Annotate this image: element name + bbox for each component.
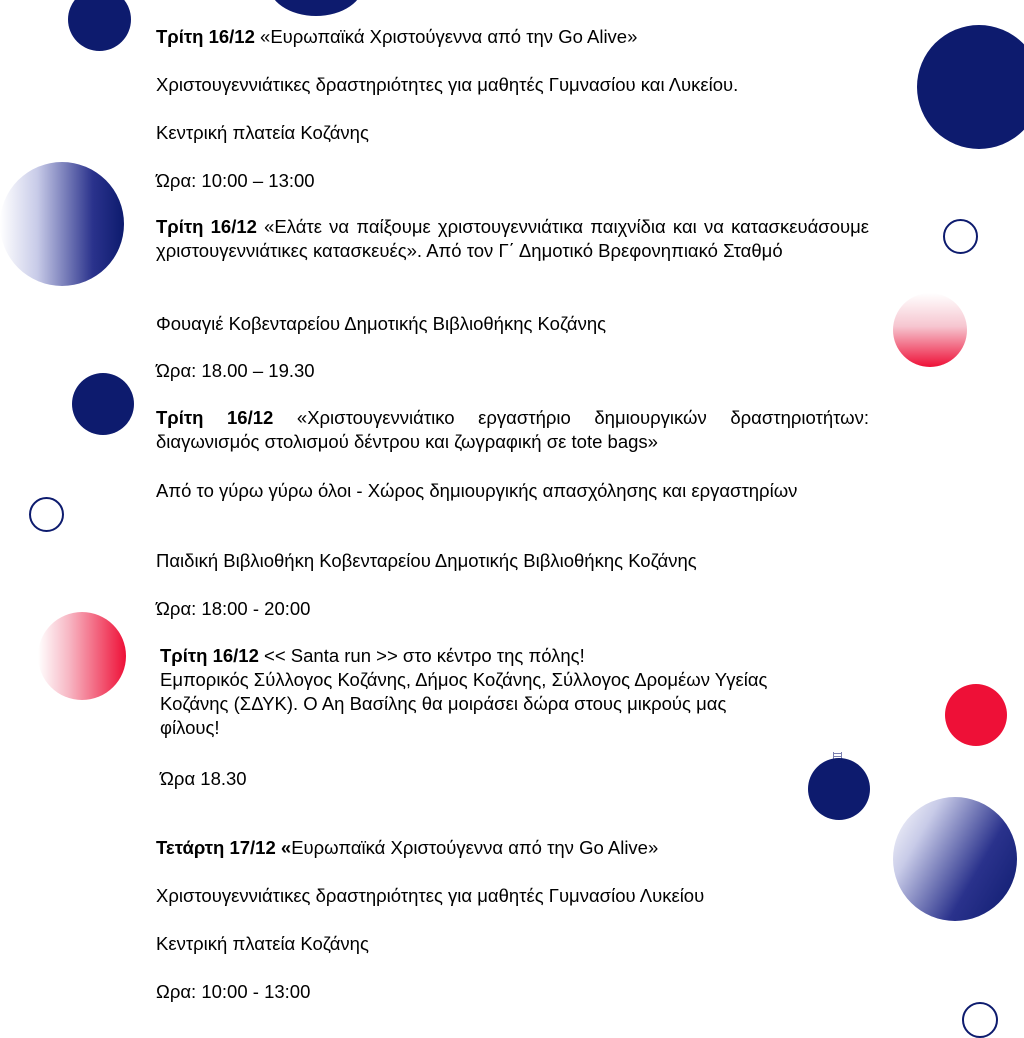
decor-circle-navy-top-left [68, 0, 131, 51]
event-location: Κεντρική πλατεία Κοζάνης [156, 933, 369, 954]
event-title: «Ευρωπαϊκά Χριστούγεννα από την Go Alive» [260, 26, 638, 47]
decor-circle-red-right [945, 684, 1007, 746]
event-line: Κοζάνης (ΣΔΥΚ). Ο Αη Βασίλης θα μοιράσει δώρα στους μικρούς μας [160, 693, 727, 714]
decor-circle-gradient-red-left [38, 612, 126, 700]
event-location: Παιδική Βιβλιοθήκη Κοβενταρείου Δημοτικής Βιβλιοθήκης Κοζάνης [156, 550, 697, 571]
event-heading [156, 406, 869, 454]
event-day: Τρίτη 16/12 [156, 407, 274, 428]
event-line: φίλους! [160, 717, 220, 738]
event-4 [160, 644, 850, 740]
event-2 [156, 215, 869, 263]
decor-circle-navy-top-right [917, 25, 1024, 149]
event-1-time [156, 169, 869, 193]
event-3-organizer [156, 479, 869, 503]
event-time: Ώρα: 18.00 – 19.30 [156, 360, 315, 381]
event-2-location [156, 312, 869, 336]
event-location: Φουαγιέ Κοβενταρείου Δημοτικής Βιβλιοθήκης Κοζάνης [156, 313, 607, 334]
event-time: Ωρα: 10:00 - 13:00 [156, 981, 311, 1002]
event-heading [156, 25, 869, 49]
event-time: Ώρα: 10:00 – 13:00 [156, 170, 315, 191]
decor-ring-left [29, 497, 64, 532]
event-1-location [156, 121, 869, 145]
event-heading [156, 215, 869, 263]
decor-circle-navy-top-center [268, 0, 364, 16]
decor-ring-right-1 [943, 219, 978, 254]
event-5-description [156, 884, 869, 908]
event-1-description [156, 73, 869, 97]
event-5-time [156, 980, 869, 1004]
event-heading [156, 836, 869, 860]
event-location: Κεντρική πλατεία Κοζάνης [156, 122, 369, 143]
event-4-time [160, 767, 873, 791]
event-day: Τρίτη 16/12 [160, 645, 259, 666]
decor-ring-bottom-right [962, 1002, 998, 1038]
decor-circle-gradient-navy-left [0, 162, 124, 286]
event-title: Ευρωπαϊκά Χριστούγεννα από την Go Alive» [291, 837, 659, 858]
decor-circle-navy-left-mid [72, 373, 134, 435]
event-title: «Χριστουγεννιάτικο εργαστήριο δημιουργικών δραστηριοτήτων: διαγωνισμός στολισμού δέντρου και ζωγραφική σε tote bags» [156, 407, 869, 452]
decor-circle-gradient-navy-right [893, 797, 1017, 921]
event-title: << Santa run >> στο κέντρο της πόλης! [264, 645, 585, 666]
event-line: Εμπορικός Σύλλογος Κοζάνης, Δήμος Κοζάνης, Σύλλογος Δρομέων Υγείας [160, 669, 768, 690]
event-time: Ώρα 18.30 [160, 768, 247, 789]
event-day: Τρίτη 16/12 [156, 216, 257, 237]
event-2-time [156, 359, 869, 383]
event-organizer: Από το γύρω γύρω όλοι - Χώρος δημιουργικής απασχόλησης και εργαστηρίων [156, 480, 798, 501]
event-3 [156, 406, 869, 454]
event-5 [156, 836, 869, 860]
event-5-location [156, 932, 869, 956]
event-heading [160, 644, 850, 668]
event-3-location [156, 549, 869, 573]
decor-circle-gradient-red-right [893, 293, 967, 367]
event-title: «Ελάτε να παίξουμε χριστουγεννιάτικα παιχνίδια και να κατασκευάσουμε χριστουγεννιάτικες κατασκευές». Από τον Γ΄ Δημοτικό Βρεφονηπιακό Σταθμό [156, 216, 870, 261]
event-day: Τετάρτη 17/12 « [156, 837, 292, 858]
event-3-time [156, 597, 869, 621]
event-1 [156, 25, 869, 49]
event-time: Ώρα: 18:00 - 20:00 [156, 598, 311, 619]
event-day: Τρίτη 16/12 [156, 26, 255, 47]
event-description: Χριστουγεννιάτικες δραστηριότητες για μαθητές Γυμνασίου Λυκείου [156, 885, 705, 906]
event-description: Χριστουγεννιάτικες δραστηριότητες για μαθητές Γυμνασίου και Λυκείου. [156, 74, 739, 95]
